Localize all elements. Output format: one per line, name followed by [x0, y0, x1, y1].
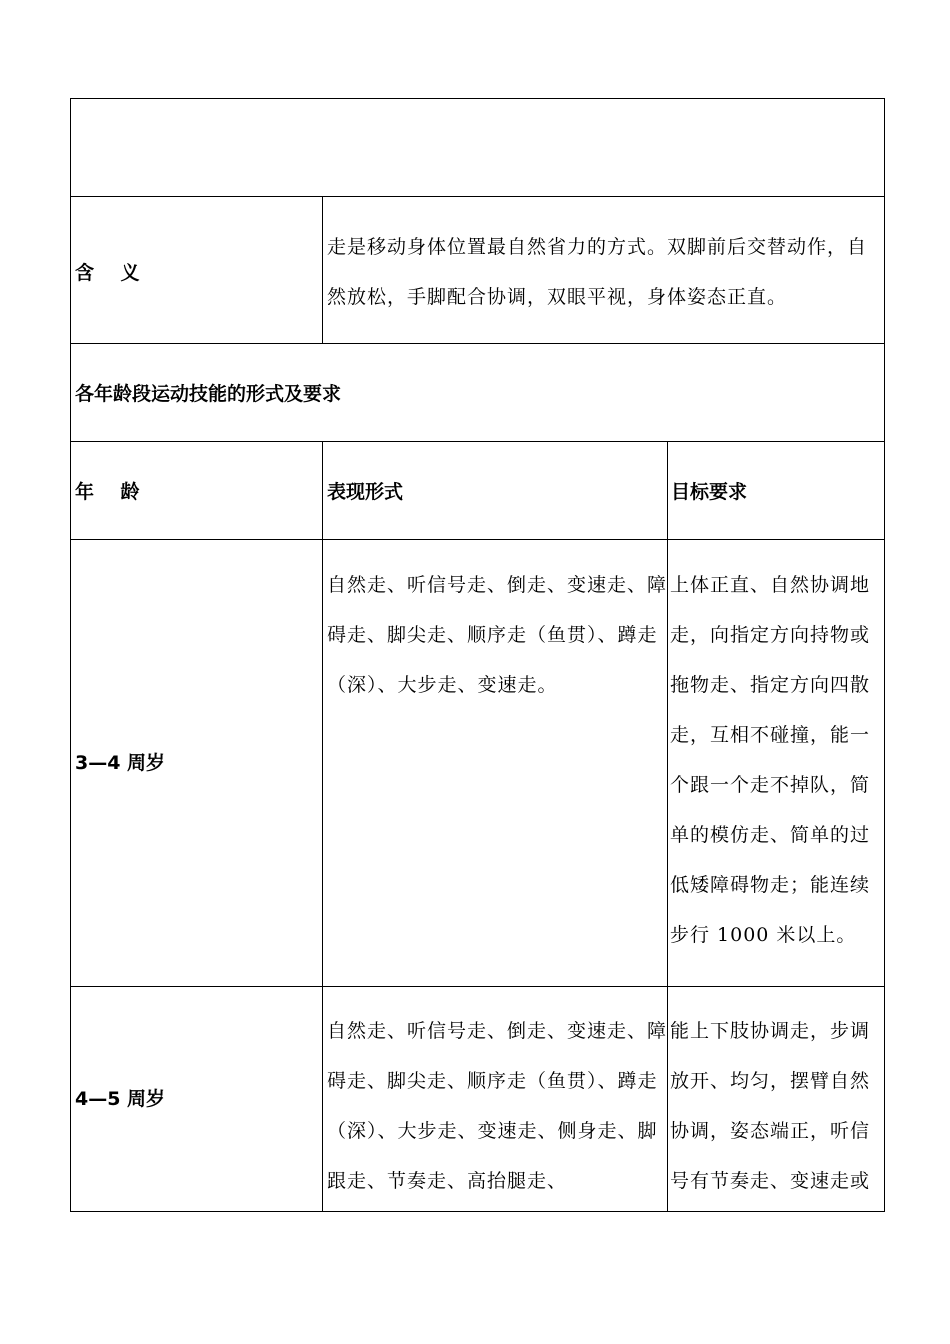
row-age-4-5: 4—5 周岁 — [75, 1088, 166, 1110]
row-forms-4-5: 自然走、听信号走、倒走、变速走、障碍走、脚尖走、顺序走（鱼贯）、蹲走（深）、大步走、变速走、侧身走、脚跟走、节奏走、高抬腿走、 — [327, 1020, 668, 1192]
section-title: 各年龄段运动技能的形式及要求 — [75, 383, 342, 405]
header-age: 年 龄 — [75, 481, 140, 503]
row-divider — [70, 441, 885, 442]
row-divider — [70, 539, 885, 540]
table-border-bottom — [70, 1211, 885, 1212]
header-goals: 目标要求 — [671, 481, 748, 503]
row-age-3-4: 3—4 周岁 — [75, 752, 166, 774]
row-goals-3-4: 上体正直、自然协调地走，向指定方向持物或拖物走、指定方向四散走，互相不碰撞，能一个跟一个走不掉队，简单的模仿走、简单的过低矮障碍物走；能连续步行 1000 米以上。 — [670, 574, 871, 946]
row-forms-3-4: 自然走、听信号走、倒走、变速走、障碍走、脚尖走、顺序走（鱼贯）、蹲走（深）、大步走、变速走。 — [327, 574, 668, 696]
row-divider — [70, 343, 885, 344]
meaning-label: 含 义 — [75, 262, 140, 284]
row-goals-4-5: 能上下肢协调走，步调放开、均匀，摆臂自然协调，姿态端正，听信号有节奏走、变速走或 — [670, 1020, 871, 1192]
column-divider — [322, 441, 323, 1212]
column-divider — [322, 196, 323, 344]
row-divider — [70, 196, 885, 197]
meaning-text: 走是移动身体位置最自然省力的方式。双脚前后交替动作，自然放松，手脚配合协调，双眼平视，身体姿态正直。 — [327, 236, 868, 308]
header-forms: 表现形式 — [327, 481, 404, 503]
table-border-left — [70, 98, 71, 1212]
skills-table — [70, 98, 885, 1212]
row-divider — [70, 986, 885, 987]
empty-header-row — [70, 98, 885, 196]
